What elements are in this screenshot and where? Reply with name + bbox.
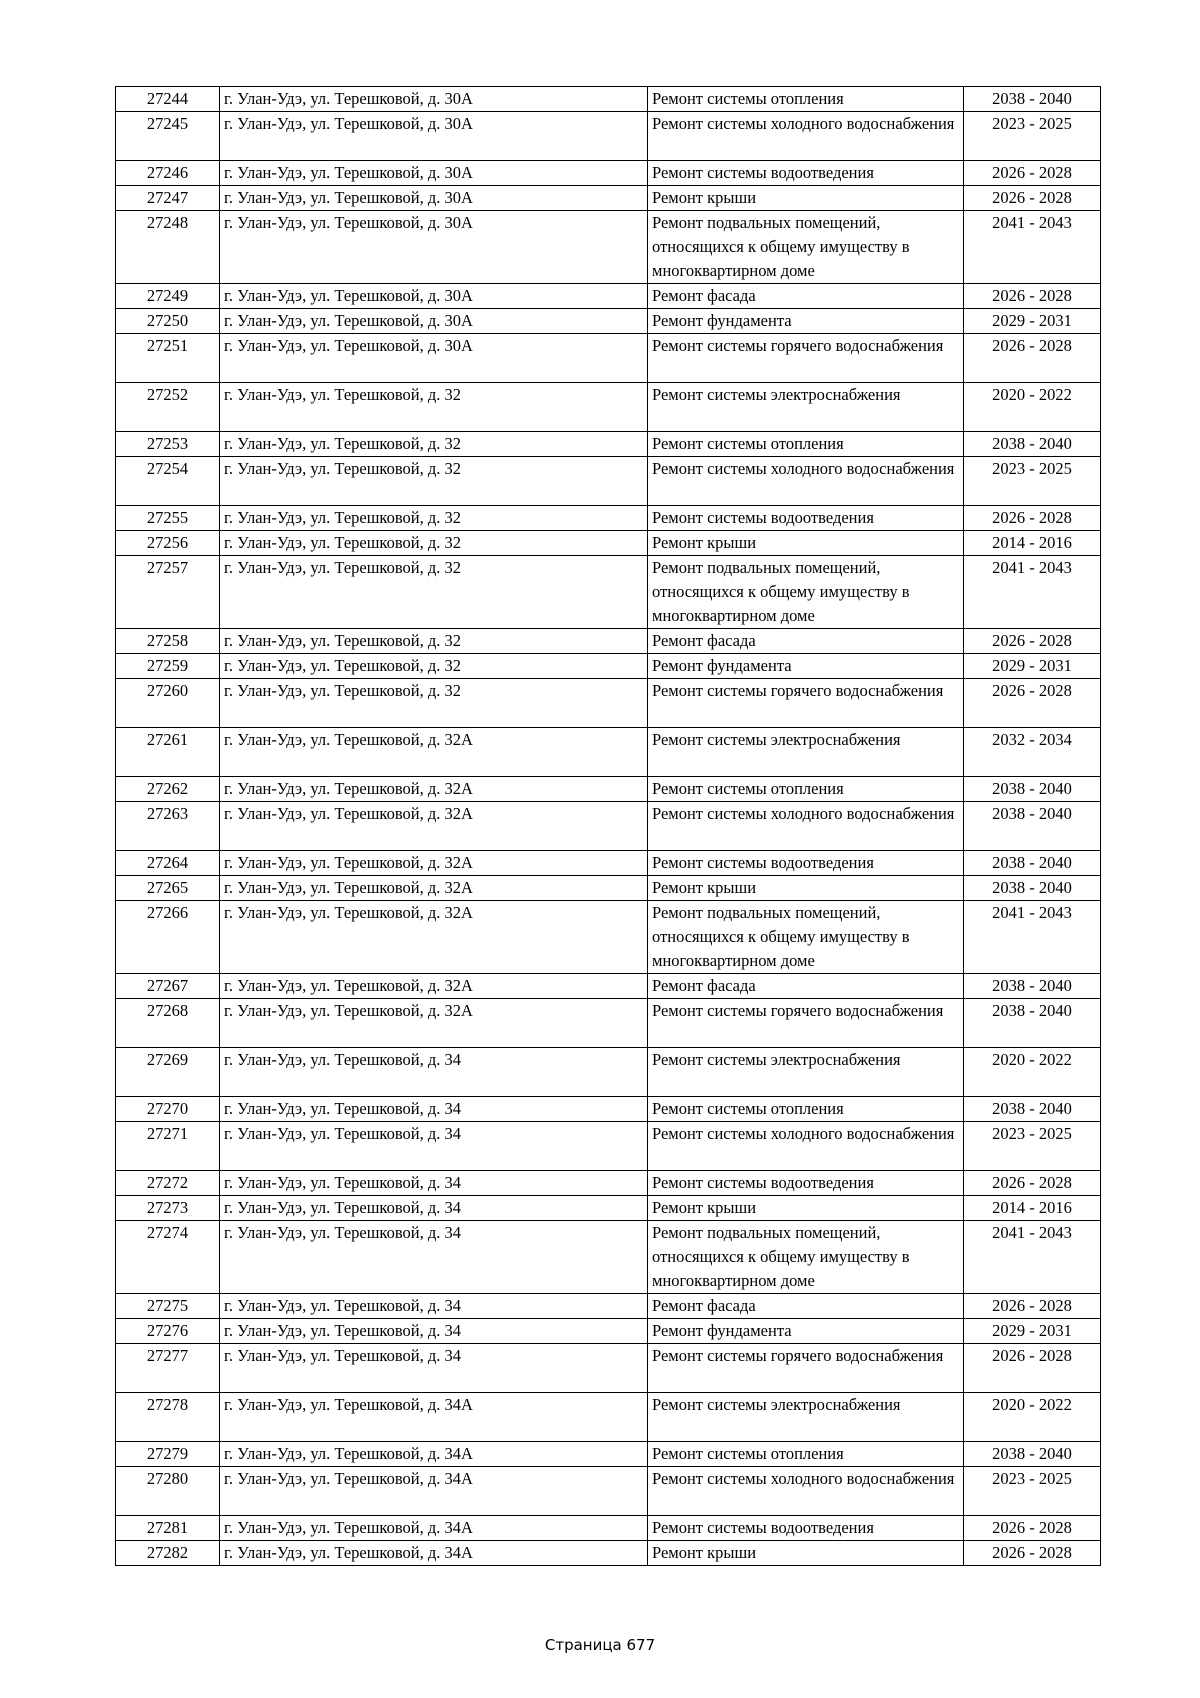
address-cell: г. Улан-Удэ, ул. Терешковой, д. 34А <box>220 1541 648 1566</box>
row-number-cell: 27273 <box>116 1196 220 1221</box>
table-row <box>116 87 1101 112</box>
table-row <box>116 334 1101 383</box>
address-cell: г. Улан-Удэ, ул. Терешковой, д. 34 <box>220 1171 648 1196</box>
row-number-cell: 27272 <box>116 1171 220 1196</box>
work-type-cell: Ремонт фасада <box>648 974 964 999</box>
years-cell: 2026 - 2028 <box>964 1541 1101 1566</box>
address-cell: г. Улан-Удэ, ул. Терешковой, д. 32А <box>220 901 648 974</box>
years-cell: 2038 - 2040 <box>964 802 1101 851</box>
row-number-cell: 27252 <box>116 383 220 432</box>
address-cell: г. Улан-Удэ, ул. Терешковой, д. 34 <box>220 1319 648 1344</box>
table-row <box>116 1048 1101 1097</box>
table-row <box>116 851 1101 876</box>
address-cell: г. Улан-Удэ, ул. Терешковой, д. 32А <box>220 851 648 876</box>
row-number-cell: 27278 <box>116 1393 220 1442</box>
work-type-cell: Ремонт системы электроснабжения <box>648 1393 964 1442</box>
row-number-cell: 27280 <box>116 1467 220 1516</box>
row-number-cell: 27281 <box>116 1516 220 1541</box>
address-cell: г. Улан-Удэ, ул. Терешковой, д. 34А <box>220 1393 648 1442</box>
table-row <box>116 679 1101 728</box>
work-type-cell: Ремонт системы холодного водоснабжения <box>648 1467 964 1516</box>
address-cell: г. Улан-Удэ, ул. Терешковой, д. 30А <box>220 112 648 161</box>
table-row <box>116 531 1101 556</box>
row-number-cell: 27248 <box>116 211 220 284</box>
table-row <box>116 1516 1101 1541</box>
years-cell: 2038 - 2040 <box>964 777 1101 802</box>
table-row <box>116 1344 1101 1393</box>
table-row <box>116 556 1101 629</box>
row-number-cell: 27270 <box>116 1097 220 1122</box>
work-type-cell: Ремонт фасада <box>648 284 964 309</box>
work-type-cell: Ремонт фасада <box>648 629 964 654</box>
address-cell: г. Улан-Удэ, ул. Терешковой, д. 34 <box>220 1294 648 1319</box>
row-number-cell: 27263 <box>116 802 220 851</box>
years-cell: 2038 - 2040 <box>964 1097 1101 1122</box>
page-number: Страница 677 <box>544 1636 656 1654</box>
row-number-cell: 27253 <box>116 432 220 457</box>
table-row <box>116 432 1101 457</box>
address-cell: г. Улан-Удэ, ул. Терешковой, д. 30А <box>220 161 648 186</box>
row-number-cell: 27262 <box>116 777 220 802</box>
row-number-cell: 27261 <box>116 728 220 777</box>
work-type-cell: Ремонт системы холодного водоснабжения <box>648 457 964 506</box>
table-row <box>116 974 1101 999</box>
table-row <box>116 383 1101 432</box>
table-row <box>116 457 1101 506</box>
address-cell: г. Улан-Удэ, ул. Терешковой, д. 30А <box>220 334 648 383</box>
work-type-cell: Ремонт системы водоотведения <box>648 161 964 186</box>
work-type-cell: Ремонт системы отопления <box>648 1097 964 1122</box>
years-cell: 2041 - 2043 <box>964 211 1101 284</box>
address-cell: г. Улан-Удэ, ул. Терешковой, д. 30А <box>220 309 648 334</box>
work-type-cell: Ремонт фундамента <box>648 1319 964 1344</box>
years-cell: 2023 - 2025 <box>964 1122 1101 1171</box>
address-cell: г. Улан-Удэ, ул. Терешковой, д. 32А <box>220 999 648 1048</box>
row-number-cell: 27251 <box>116 334 220 383</box>
address-cell: г. Улан-Удэ, ул. Терешковой, д. 32А <box>220 777 648 802</box>
years-cell: 2032 - 2034 <box>964 728 1101 777</box>
row-number-cell: 27250 <box>116 309 220 334</box>
row-number-cell: 27245 <box>116 112 220 161</box>
table-row <box>116 728 1101 777</box>
row-number-cell: 27267 <box>116 974 220 999</box>
row-number-cell: 27266 <box>116 901 220 974</box>
work-type-cell: Ремонт подвальных помещений, относящихся к общему имуществу в многоквартирном доме <box>648 1221 964 1294</box>
address-cell: г. Улан-Удэ, ул. Терешковой, д. 30А <box>220 186 648 211</box>
years-cell: 2026 - 2028 <box>964 1294 1101 1319</box>
row-number-cell: 27271 <box>116 1122 220 1171</box>
table-row <box>116 1393 1101 1442</box>
work-type-cell: Ремонт системы горячего водоснабжения <box>648 334 964 383</box>
years-cell: 2029 - 2031 <box>964 309 1101 334</box>
work-type-cell: Ремонт подвальных помещений, относящихся к общему имуществу в многоквартирном доме <box>648 901 964 974</box>
address-cell: г. Улан-Удэ, ул. Терешковой, д. 34 <box>220 1221 648 1294</box>
years-cell: 2038 - 2040 <box>964 851 1101 876</box>
years-cell: 2026 - 2028 <box>964 629 1101 654</box>
address-cell: г. Улан-Удэ, ул. Терешковой, д. 34 <box>220 1196 648 1221</box>
table-row <box>116 901 1101 974</box>
address-cell: г. Улан-Удэ, ул. Терешковой, д. 32А <box>220 974 648 999</box>
table-row <box>116 654 1101 679</box>
years-cell: 2020 - 2022 <box>964 1393 1101 1442</box>
years-cell: 2038 - 2040 <box>964 876 1101 901</box>
years-cell: 2038 - 2040 <box>964 1442 1101 1467</box>
years-cell: 2026 - 2028 <box>964 679 1101 728</box>
work-type-cell: Ремонт системы холодного водоснабжения <box>648 1122 964 1171</box>
table-row <box>116 1221 1101 1294</box>
row-number-cell: 27249 <box>116 284 220 309</box>
row-number-cell: 27257 <box>116 556 220 629</box>
row-number-cell: 27275 <box>116 1294 220 1319</box>
work-type-cell: Ремонт крыши <box>648 1196 964 1221</box>
table-row <box>116 284 1101 309</box>
work-type-cell: Ремонт системы электроснабжения <box>648 1048 964 1097</box>
work-type-cell: Ремонт системы водоотведения <box>648 1171 964 1196</box>
table-row <box>116 1442 1101 1467</box>
row-number-cell: 27255 <box>116 506 220 531</box>
table-row <box>116 1171 1101 1196</box>
address-cell: г. Улан-Удэ, ул. Терешковой, д. 32 <box>220 506 648 531</box>
work-type-cell: Ремонт системы холодного водоснабжения <box>648 112 964 161</box>
works-table <box>115 86 1101 1566</box>
table-row <box>116 1196 1101 1221</box>
address-cell: г. Улан-Удэ, ул. Терешковой, д. 32 <box>220 383 648 432</box>
work-type-cell: Ремонт системы водоотведения <box>648 851 964 876</box>
address-cell: г. Улан-Удэ, ул. Терешковой, д. 32А <box>220 728 648 777</box>
work-type-cell: Ремонт подвальных помещений, относящихся к общему имуществу в многоквартирном доме <box>648 211 964 284</box>
work-type-cell: Ремонт подвальных помещений, относящихся к общему имуществу в многоквартирном доме <box>648 556 964 629</box>
years-cell: 2038 - 2040 <box>964 974 1101 999</box>
address-cell: г. Улан-Удэ, ул. Терешковой, д. 32 <box>220 654 648 679</box>
works-table-body <box>116 87 1101 1566</box>
row-number-cell: 27279 <box>116 1442 220 1467</box>
years-cell: 2029 - 2031 <box>964 654 1101 679</box>
years-cell: 2038 - 2040 <box>964 999 1101 1048</box>
work-type-cell: Ремонт крыши <box>648 186 964 211</box>
years-cell: 2026 - 2028 <box>964 1516 1101 1541</box>
work-type-cell: Ремонт системы отопления <box>648 87 964 112</box>
table-row <box>116 506 1101 531</box>
row-number-cell: 27244 <box>116 87 220 112</box>
row-number-cell: 27268 <box>116 999 220 1048</box>
row-number-cell: 27246 <box>116 161 220 186</box>
years-cell: 2026 - 2028 <box>964 186 1101 211</box>
years-cell: 2026 - 2028 <box>964 1171 1101 1196</box>
years-cell: 2029 - 2031 <box>964 1319 1101 1344</box>
row-number-cell: 27256 <box>116 531 220 556</box>
years-cell: 2038 - 2040 <box>964 87 1101 112</box>
work-type-cell: Ремонт системы отопления <box>648 777 964 802</box>
table-row <box>116 112 1101 161</box>
table-row <box>116 211 1101 284</box>
years-cell: 2026 - 2028 <box>964 506 1101 531</box>
work-type-cell: Ремонт системы отопления <box>648 432 964 457</box>
work-type-cell: Ремонт системы горячего водоснабжения <box>648 679 964 728</box>
table-row <box>116 1541 1101 1566</box>
work-type-cell: Ремонт системы холодного водоснабжения <box>648 802 964 851</box>
address-cell: г. Улан-Удэ, ул. Терешковой, д. 32 <box>220 679 648 728</box>
work-type-cell: Ремонт системы горячего водоснабжения <box>648 999 964 1048</box>
address-cell: г. Улан-Удэ, ул. Терешковой, д. 34 <box>220 1097 648 1122</box>
row-number-cell: 27276 <box>116 1319 220 1344</box>
work-type-cell: Ремонт системы водоотведения <box>648 1516 964 1541</box>
table-row <box>116 161 1101 186</box>
row-number-cell: 27259 <box>116 654 220 679</box>
years-cell: 2041 - 2043 <box>964 1221 1101 1294</box>
address-cell: г. Улан-Удэ, ул. Терешковой, д. 32 <box>220 556 648 629</box>
address-cell: г. Улан-Удэ, ул. Терешковой, д. 32 <box>220 457 648 506</box>
years-cell: 2026 - 2028 <box>964 284 1101 309</box>
row-number-cell: 27282 <box>116 1541 220 1566</box>
table-row <box>116 309 1101 334</box>
years-cell: 2020 - 2022 <box>964 383 1101 432</box>
address-cell: г. Улан-Удэ, ул. Терешковой, д. 34А <box>220 1516 648 1541</box>
years-cell: 2026 - 2028 <box>964 161 1101 186</box>
table-row <box>116 186 1101 211</box>
years-cell: 2038 - 2040 <box>964 432 1101 457</box>
work-type-cell: Ремонт фундамента <box>648 309 964 334</box>
work-type-cell: Ремонт фундамента <box>648 654 964 679</box>
address-cell: г. Улан-Удэ, ул. Терешковой, д. 32 <box>220 432 648 457</box>
row-number-cell: 27264 <box>116 851 220 876</box>
address-cell: г. Улан-Удэ, ул. Терешковой, д. 34А <box>220 1442 648 1467</box>
years-cell: 2041 - 2043 <box>964 901 1101 974</box>
row-number-cell: 27274 <box>116 1221 220 1294</box>
address-cell: г. Улан-Удэ, ул. Терешковой, д. 30А <box>220 284 648 309</box>
table-row <box>116 1294 1101 1319</box>
years-cell: 2023 - 2025 <box>964 112 1101 161</box>
address-cell: г. Улан-Удэ, ул. Терешковой, д. 34 <box>220 1048 648 1097</box>
row-number-cell: 27247 <box>116 186 220 211</box>
row-number-cell: 27254 <box>116 457 220 506</box>
address-cell: г. Улан-Удэ, ул. Терешковой, д. 34 <box>220 1122 648 1171</box>
table-row <box>116 999 1101 1048</box>
address-cell: г. Улан-Удэ, ул. Терешковой, д. 34 <box>220 1344 648 1393</box>
years-cell: 2023 - 2025 <box>964 1467 1101 1516</box>
table-row <box>116 802 1101 851</box>
table-row <box>116 1467 1101 1516</box>
years-cell: 2041 - 2043 <box>964 556 1101 629</box>
years-cell: 2020 - 2022 <box>964 1048 1101 1097</box>
work-type-cell: Ремонт системы отопления <box>648 1442 964 1467</box>
years-cell: 2014 - 2016 <box>964 531 1101 556</box>
row-number-cell: 27269 <box>116 1048 220 1097</box>
table-row <box>116 1122 1101 1171</box>
work-type-cell: Ремонт системы электроснабжения <box>648 728 964 777</box>
work-type-cell: Ремонт крыши <box>648 531 964 556</box>
row-number-cell: 27277 <box>116 1344 220 1393</box>
table-row <box>116 876 1101 901</box>
row-number-cell: 27260 <box>116 679 220 728</box>
address-cell: г. Улан-Удэ, ул. Терешковой, д. 34А <box>220 1467 648 1516</box>
table-row <box>116 777 1101 802</box>
work-type-cell: Ремонт крыши <box>648 876 964 901</box>
table-row <box>116 1319 1101 1344</box>
address-cell: г. Улан-Удэ, ул. Терешковой, д. 32 <box>220 531 648 556</box>
years-cell: 2026 - 2028 <box>964 334 1101 383</box>
work-type-cell: Ремонт фасада <box>648 1294 964 1319</box>
address-cell: г. Улан-Удэ, ул. Терешковой, д. 32А <box>220 876 648 901</box>
years-cell: 2023 - 2025 <box>964 457 1101 506</box>
address-cell: г. Улан-Удэ, ул. Терешковой, д. 30А <box>220 211 648 284</box>
years-cell: 2026 - 2028 <box>964 1344 1101 1393</box>
years-cell: 2014 - 2016 <box>964 1196 1101 1221</box>
work-type-cell: Ремонт системы горячего водоснабжения <box>648 1344 964 1393</box>
row-number-cell: 27258 <box>116 629 220 654</box>
table-row <box>116 1097 1101 1122</box>
table-row <box>116 629 1101 654</box>
address-cell: г. Улан-Удэ, ул. Терешковой, д. 30А <box>220 87 648 112</box>
work-type-cell: Ремонт системы водоотведения <box>648 506 964 531</box>
work-type-cell: Ремонт системы электроснабжения <box>648 383 964 432</box>
address-cell: г. Улан-Удэ, ул. Терешковой, д. 32 <box>220 629 648 654</box>
work-type-cell: Ремонт крыши <box>648 1541 964 1566</box>
row-number-cell: 27265 <box>116 876 220 901</box>
address-cell: г. Улан-Удэ, ул. Терешковой, д. 32А <box>220 802 648 851</box>
